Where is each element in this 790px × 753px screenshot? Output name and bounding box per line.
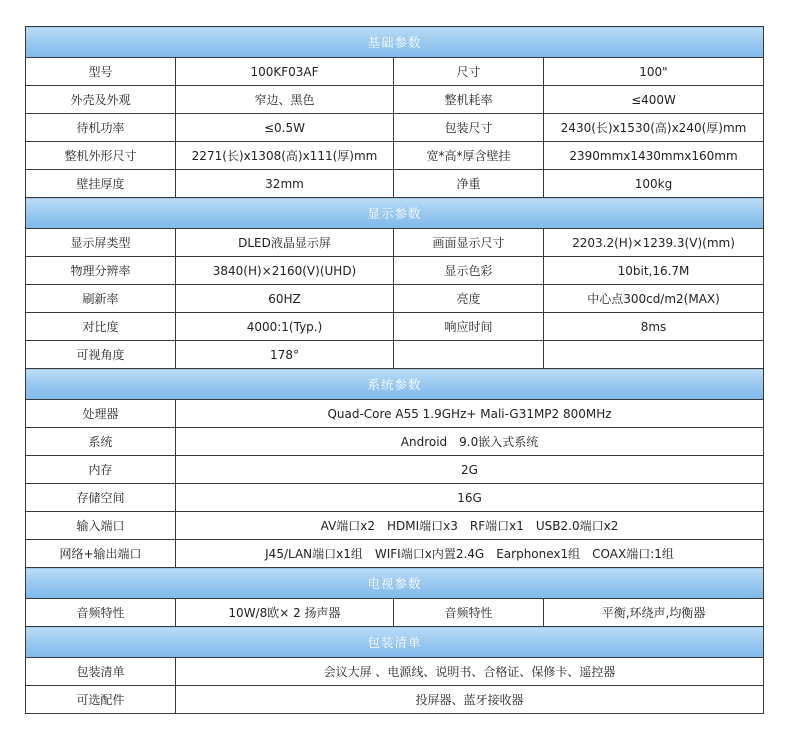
param-value: 中心点300cd/m2(MAX) — [544, 285, 764, 313]
param-value: ≤0.5W — [176, 114, 394, 142]
table-row — [26, 170, 764, 198]
table-row — [26, 400, 764, 428]
param-label: 显示屏类型 — [26, 229, 176, 257]
param-label: 存储空间 — [26, 484, 176, 512]
param-value: 100" — [544, 58, 764, 86]
table-row — [26, 599, 764, 627]
param-value — [544, 341, 764, 369]
spec-table-body — [26, 27, 764, 714]
param-label: 画面显示尺寸 — [394, 229, 544, 257]
param-value: ≤400W — [544, 86, 764, 114]
param-value: Android 9.0嵌入式系统 — [176, 428, 764, 456]
table-row — [26, 512, 764, 540]
param-label: 系统 — [26, 428, 176, 456]
param-label: 尺寸 — [394, 58, 544, 86]
param-label: 型号 — [26, 58, 176, 86]
table-row — [26, 341, 764, 369]
section-header — [26, 27, 764, 58]
param-value: 2G — [176, 456, 764, 484]
param-value: 100kg — [544, 170, 764, 198]
section-header — [26, 198, 764, 229]
param-value: 窄边、黑色 — [176, 86, 394, 114]
param-value: 3840(H)×2160(V)(UHD) — [176, 257, 394, 285]
table-row — [26, 428, 764, 456]
param-value: 10bit,16.7M — [544, 257, 764, 285]
section-title: 系统参数 — [26, 369, 764, 400]
table-row — [26, 86, 764, 114]
param-label: 外壳及外观 — [26, 86, 176, 114]
param-label: 物理分辨率 — [26, 257, 176, 285]
param-value: 2390mmx1430mmx160mm — [544, 142, 764, 170]
param-value: 4000:1(Typ.) — [176, 313, 394, 341]
param-value: 60HZ — [176, 285, 394, 313]
param-label: 亮度 — [394, 285, 544, 313]
param-label: 可选配件 — [26, 686, 176, 714]
table-row — [26, 686, 764, 714]
param-value: 8ms — [544, 313, 764, 341]
param-value: AV端口x2 HDMI端口x3 RF端口x1 USB2.0端口x2 — [176, 512, 764, 540]
param-label: 可视角度 — [26, 341, 176, 369]
param-label: 待机功率 — [26, 114, 176, 142]
param-label: 对比度 — [26, 313, 176, 341]
param-value: 平衡,环绕声,均衡器 — [544, 599, 764, 627]
section-title: 显示参数 — [26, 198, 764, 229]
table-row — [26, 114, 764, 142]
param-label: 音频特性 — [26, 599, 176, 627]
param-label: 整机外形尺寸 — [26, 142, 176, 170]
section-title: 基础参数 — [26, 27, 764, 58]
table-row — [26, 142, 764, 170]
section-title: 电视参数 — [26, 568, 764, 599]
param-value: 100KF03AF — [176, 58, 394, 86]
param-label: 包装清单 — [26, 658, 176, 686]
param-label — [394, 341, 544, 369]
param-label: 显示色彩 — [394, 257, 544, 285]
spec-table — [25, 26, 764, 714]
section-header — [26, 369, 764, 400]
param-value: 32mm — [176, 170, 394, 198]
param-label: 宽*高*厚含壁挂 — [394, 142, 544, 170]
table-row — [26, 456, 764, 484]
table-row — [26, 313, 764, 341]
param-value: 10W/8欧× 2 扬声器 — [176, 599, 394, 627]
table-row — [26, 285, 764, 313]
table-row — [26, 484, 764, 512]
param-value: 178° — [176, 341, 394, 369]
param-value: 2271(长)x1308(高)x111(厚)mm — [176, 142, 394, 170]
table-row — [26, 540, 764, 568]
param-value: 16G — [176, 484, 764, 512]
param-value: 投屏器、蓝牙接收器 — [176, 686, 764, 714]
param-label: 处理器 — [26, 400, 176, 428]
table-row — [26, 257, 764, 285]
param-value: 会议大屏 、电源线、说明书、合格证、保修卡、遥控器 — [176, 658, 764, 686]
section-title: 包装清单 — [26, 627, 764, 658]
section-header — [26, 568, 764, 599]
param-label: 壁挂厚度 — [26, 170, 176, 198]
param-value: DLED液晶显示屏 — [176, 229, 394, 257]
table-row — [26, 229, 764, 257]
param-label: 内存 — [26, 456, 176, 484]
param-value: J45/LAN端口x1组 WIFI端口x内置2.4G Earphonex1组 COAX端口:1组 — [176, 540, 764, 568]
table-row — [26, 58, 764, 86]
param-value: 2203.2(H)×1239.3(V)(mm) — [544, 229, 764, 257]
param-label: 刷新率 — [26, 285, 176, 313]
param-label: 包装尺寸 — [394, 114, 544, 142]
param-label: 响应时间 — [394, 313, 544, 341]
param-value: Quad-Core A55 1.9GHz+ Mali-G31MP2 800MHz — [176, 400, 764, 428]
param-value: 2430(长)x1530(高)x240(厚)mm — [544, 114, 764, 142]
table-row — [26, 658, 764, 686]
param-label: 网络+输出端口 — [26, 540, 176, 568]
param-label: 整机耗率 — [394, 86, 544, 114]
param-label: 净重 — [394, 170, 544, 198]
param-label: 音频特性 — [394, 599, 544, 627]
param-label: 输入端口 — [26, 512, 176, 540]
section-header — [26, 627, 764, 658]
